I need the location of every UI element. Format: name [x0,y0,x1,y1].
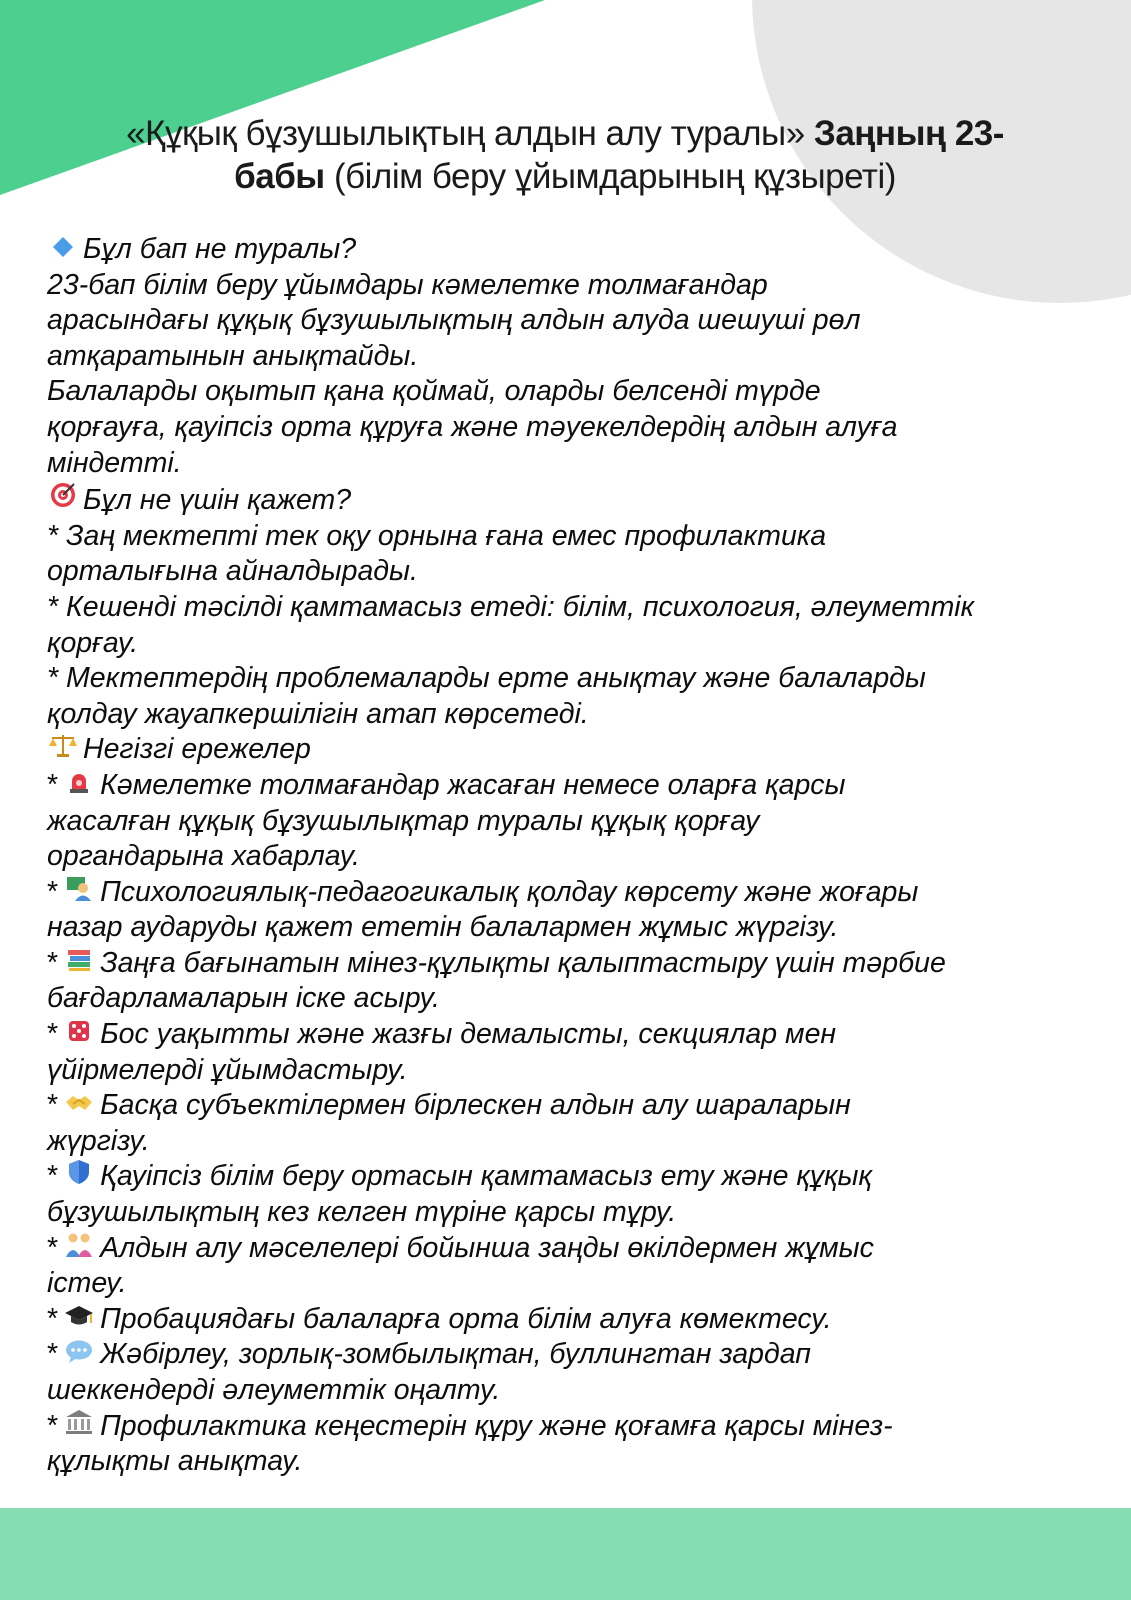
rule-item-cont: жүргізу. [47,1124,150,1157]
target-icon [47,481,79,519]
title-normal-part: «Құқық бұзушылықтың алдын алу туралы» [126,114,805,153]
section-heading-about: Бұл бап не туралы? [47,232,1097,268]
rule-item: * Пробациядағы балаларға орта білім алуға көмектесу. [47,1302,1097,1338]
rule-item: * Психологиялық-педагогикалық қолдау көрсету және жоғары [47,875,1097,911]
why-line: * Мектептердің проблемаларды ерте анықтау және балаларды [47,662,926,695]
rule-item: * Басқа субъектілермен бірлескен алдын алу шараларын [47,1088,1097,1124]
about-line: атқаратынын анықтайды. [47,339,419,372]
footer-band [0,1508,1131,1600]
rule-item-cont: назар аударуды қажет ететін балалармен жұмыс жүргізу. [47,911,839,944]
rule-item-cont: органдарына хабарлау. [47,840,360,873]
police-light-icon [64,768,94,804]
dice-icon [64,1017,94,1053]
teacher-icon [64,875,94,911]
article-body [47,232,1097,1480]
balance-scale-icon [47,732,79,768]
about-line: Балаларды оқытып қана қоймай, оларды белсенді түрде [47,375,821,408]
why-line: қорғау. [47,626,139,659]
rule-item: * Заңға бағынатын мінез-құлықты қалыптастыру үшін тәрбие [47,946,1097,982]
section-heading-why: Бұл не үшін қажет? [47,481,1097,519]
title-subtitle-part: (білім беру ұйымдарының құзыреті) [333,157,896,196]
rule-item-cont: үйірмелерді ұйымдастыру. [47,1053,408,1086]
why-line: қолдау жауапкершілігін атап көрсетеді. [47,697,589,730]
rule-item: * Қауіпсіз білім беру ортасын қамтамасыз ету және құқық [47,1159,1097,1195]
rule-item-cont: істеу. [47,1267,127,1300]
books-icon [64,946,94,982]
why-line: * Заң мектепті тек оқу орнына ғана емес профилактика [47,519,827,552]
about-line: 23-бап білім беру ұйымдары кәмелетке толмағандар [47,268,768,301]
handshake-icon [64,1088,94,1124]
rule-item-cont: жасалған құқық бұзушылықтар туралы құқық қорғау [47,804,760,837]
graduation-cap-icon [64,1302,94,1338]
shield-icon [64,1159,94,1195]
rule-item: * Бос уақытты және жазғы демалысты, секциялар мен [47,1017,1097,1053]
rule-item-cont: бұзушылықтың кез келген түріне қарсы тұру. [47,1196,677,1229]
rule-item: * Жәбірлеу, зорлық-зомбылықтан, буллингтан зардап [47,1337,1097,1373]
rule-item: * Кәмелетке толмағандар жасаған немесе оларға қарсы [47,768,1097,804]
title-bold-part: Заңның 23- [813,114,1004,153]
about-line: міндетті. [47,446,182,479]
small-blue-diamond-icon [47,232,79,268]
page-title [60,112,1070,198]
family-icon [64,1231,94,1267]
why-line: * Кешенді тәсілді қамтамасыз етеді: білім, психология, әлеуметтік [47,590,975,623]
rule-item: * Алдын алу мәселелері бойынша заңды өкілдермен жұмыс [47,1231,1097,1267]
section-heading-rules: Негізгі ережелер [47,732,1097,768]
title-bold-part-2: бабы [234,157,325,196]
why-line: орталығына айналдырады. [47,555,418,588]
about-line: қорғауға, қауіпсіз орта құруға және тәуекелдердің алдын алуға [47,410,898,443]
about-line: арасындағы құқық бұзушылықтың алдын алуда шешуші рөл [47,304,861,337]
speech-bubble-icon [64,1337,94,1373]
rule-item-cont: шеккендерді әлеуметтік оңалту. [47,1374,501,1406]
rule-item: * Профилактика кеңестерін құру және қоғамға қарсы мінез- [47,1409,1097,1445]
classical-building-icon [64,1409,94,1445]
rule-item-cont: бағдарламаларын іске асыру. [47,982,440,1015]
rule-item-cont: құлықты анықтау. [47,1445,303,1478]
